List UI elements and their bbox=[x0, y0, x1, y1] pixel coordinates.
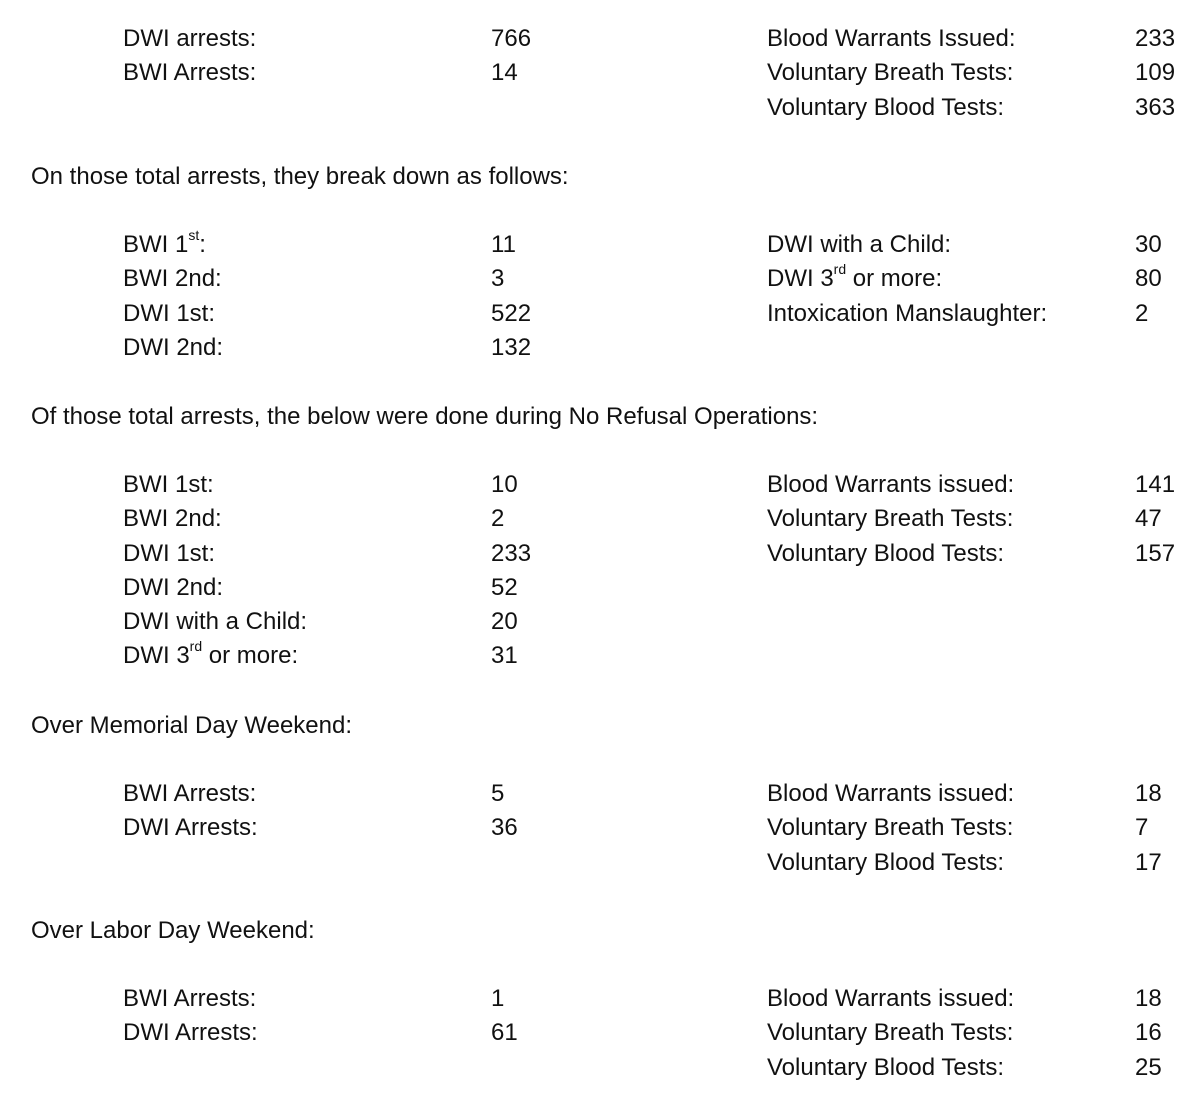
stat-label: Voluntary Blood Tests: bbox=[767, 848, 1005, 876]
stat-label: DWI with a Child: bbox=[123, 608, 308, 636]
stat-row bbox=[0, 262, 1200, 296]
stat-row bbox=[0, 297, 1200, 331]
stat-row bbox=[0, 1016, 1200, 1050]
stat-value: 233 bbox=[1135, 25, 1176, 52]
stat-value: 16 bbox=[1135, 1019, 1162, 1047]
stat-label: DWI 1st: bbox=[123, 299, 216, 327]
section-heading: Of those total arrests, the below were done during No Refusal Operations: bbox=[31, 403, 819, 430]
stat-row bbox=[0, 502, 1200, 536]
stat-value: 5 bbox=[491, 780, 505, 807]
stat-value: 61 bbox=[491, 1019, 518, 1047]
stat-value: 109 bbox=[1135, 59, 1176, 87]
section-no-refusal bbox=[0, 468, 1200, 674]
stat-label: BWI 2nd: bbox=[123, 505, 222, 533]
stat-row bbox=[0, 811, 1200, 845]
stat-row bbox=[0, 777, 1200, 811]
stat-label: BWI Arrests: bbox=[123, 59, 257, 87]
stat-value: 233 bbox=[491, 539, 532, 567]
stat-label: Blood Warrants issued: bbox=[767, 780, 1015, 807]
stat-row bbox=[0, 982, 1200, 1016]
stat-value: 10 bbox=[491, 471, 518, 498]
section-heading: On those total arrests, they break down as follows: bbox=[31, 163, 569, 190]
stat-label: DWI 2nd: bbox=[123, 573, 224, 601]
stat-value: 141 bbox=[1135, 471, 1176, 498]
stat-row bbox=[0, 22, 1200, 56]
stat-row bbox=[0, 56, 1200, 90]
stat-label: Blood Warrants issued: bbox=[767, 985, 1015, 1012]
stat-value: 36 bbox=[491, 814, 518, 842]
stat-label: DWI 2nd: bbox=[123, 333, 224, 361]
stat-label: BWI 2nd: bbox=[123, 265, 222, 293]
stat-value: 1 bbox=[491, 985, 505, 1012]
stat-label: Voluntary Breath Tests: bbox=[767, 505, 1014, 533]
stat-label: BWI Arrests: bbox=[123, 780, 257, 807]
stat-value: 522 bbox=[491, 299, 532, 327]
stat-value: 18 bbox=[1135, 780, 1162, 807]
stat-label: Voluntary Breath Tests: bbox=[767, 59, 1014, 87]
stat-label: Blood Warrants issued: bbox=[767, 471, 1015, 498]
stat-label: DWI Arrests: bbox=[123, 814, 258, 842]
section-heading: Over Labor Day Weekend: bbox=[31, 917, 315, 944]
stat-value: 18 bbox=[1135, 985, 1162, 1012]
stat-value: 47 bbox=[1135, 505, 1162, 533]
stat-label: Intoxication Manslaughter: bbox=[767, 299, 1048, 327]
stat-row bbox=[0, 331, 1200, 365]
stat-label: DWI 1st: bbox=[123, 539, 216, 567]
stat-label: BWI Arrests: bbox=[123, 985, 257, 1012]
section-labor-day bbox=[0, 982, 1200, 1085]
stat-value: 31 bbox=[491, 642, 518, 670]
stat-value: 132 bbox=[491, 333, 532, 361]
stat-label: DWI arrests: bbox=[123, 25, 257, 52]
section-totals bbox=[0, 22, 1200, 125]
stat-value: 2 bbox=[491, 505, 505, 533]
stat-value: 7 bbox=[1135, 814, 1149, 842]
stat-value: 157 bbox=[1135, 539, 1176, 567]
section-memorial-day bbox=[0, 777, 1200, 880]
stat-value: 363 bbox=[1135, 93, 1176, 121]
stat-label: Voluntary Blood Tests: bbox=[767, 1053, 1005, 1081]
section-heading: Over Memorial Day Weekend: bbox=[31, 712, 352, 739]
stat-row bbox=[0, 846, 1200, 880]
stat-label: DWI 3rd or more: bbox=[767, 261, 943, 293]
stat-label: BWI 1st: bbox=[123, 227, 206, 258]
stat-label: DWI with a Child: bbox=[767, 231, 952, 258]
stat-value: 80 bbox=[1135, 265, 1162, 293]
stat-row bbox=[0, 571, 1200, 605]
stat-label: Voluntary Breath Tests: bbox=[767, 1019, 1014, 1047]
stat-value: 766 bbox=[491, 25, 532, 52]
stat-row bbox=[0, 468, 1200, 502]
stat-value: 14 bbox=[491, 59, 518, 87]
stat-value: 2 bbox=[1135, 299, 1149, 327]
stat-value: 17 bbox=[1135, 848, 1162, 876]
stat-value: 30 bbox=[1135, 231, 1162, 258]
stat-label: Voluntary Breath Tests: bbox=[767, 814, 1014, 842]
stat-value: 20 bbox=[491, 608, 518, 636]
stat-row bbox=[0, 537, 1200, 571]
stat-value: 52 bbox=[491, 573, 518, 601]
stat-value: 11 bbox=[491, 231, 516, 258]
stat-label: Blood Warrants Issued: bbox=[767, 25, 1016, 52]
stat-row bbox=[0, 91, 1200, 125]
stat-row bbox=[0, 605, 1200, 639]
stat-label: Voluntary Blood Tests: bbox=[767, 539, 1005, 567]
section-breakdown bbox=[0, 228, 1200, 365]
stat-label: DWI 3rd or more: bbox=[123, 638, 299, 670]
stat-label: BWI 1st: bbox=[123, 471, 214, 498]
stat-row bbox=[0, 228, 1200, 262]
stat-label: Voluntary Blood Tests: bbox=[767, 93, 1005, 121]
stat-value: 3 bbox=[491, 265, 505, 293]
stat-row bbox=[0, 1051, 1200, 1085]
stat-value: 25 bbox=[1135, 1053, 1162, 1081]
stat-label: DWI Arrests: bbox=[123, 1019, 258, 1047]
stat-row bbox=[0, 639, 1200, 673]
